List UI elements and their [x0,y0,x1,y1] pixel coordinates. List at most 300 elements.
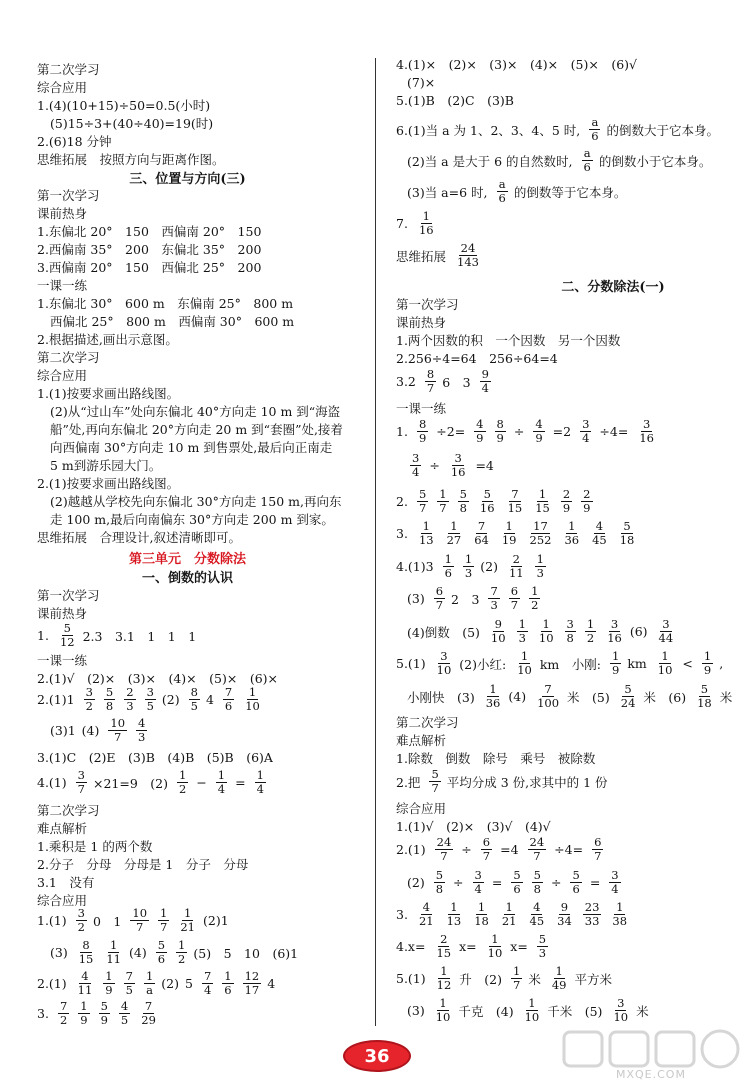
answer-line: 2.(1)√ (2)× (3)× (4)× (5)× (6)× [37,671,278,686]
denominator: 7 [431,781,439,795]
answer-row [396,933,554,960]
numerator: 4 [595,519,604,533]
denominator: 4 [481,381,489,395]
answer-text: = [491,875,503,890]
denominator: 6 [591,129,599,143]
numerator: 24 [436,835,452,849]
numerator: 1 [439,996,447,1010]
heading: 一课一练 [396,401,447,416]
fraction [417,520,436,547]
numerator: 3 [77,768,85,782]
numerator: 12 [244,969,260,983]
denominator: 2 [178,952,186,966]
numerator: 5 [157,938,166,952]
numerator: 7 [59,999,68,1013]
numerator: 24 [529,835,545,849]
answer-row [396,242,487,269]
answer-row [407,452,500,479]
answer-row [396,836,609,863]
denominator: 6 [513,882,521,896]
answer-text: (4) [508,689,527,704]
numerator: 7 [490,584,498,598]
denominator: 10 [435,1010,451,1024]
fraction [583,901,602,928]
numerator: 1 [217,768,226,782]
fraction [417,488,428,515]
denominator: 10 [538,631,554,645]
fraction [216,769,227,796]
numerator: 1 [80,999,88,1013]
numerator: 1 [450,519,458,533]
answer-line: 2.西偏南 35° 200 东偏北 35° 200 [37,242,262,257]
answer-text: 米 [528,971,541,987]
answer-line: (7)× [407,75,436,90]
denominator: a [146,983,154,997]
denominator: 18 [619,533,635,547]
denominator: 19 [501,533,517,547]
numerator: 9 [481,367,489,381]
denominator: 7 [513,978,521,992]
denominator: 7 [136,920,144,934]
numerator: 1 [489,682,497,696]
watermark-url: MXQE.COM [616,1068,686,1081]
heading: 第一次学习 [37,188,100,203]
numerator: 17 [533,519,548,533]
denominator: 45 [529,914,545,928]
denominator: 16 [607,631,622,645]
numerator: 7 [511,487,519,501]
denominator: 16 [639,431,654,445]
fraction [76,907,87,934]
fraction [533,418,544,445]
denominator: 4 [582,431,590,445]
denominator: 3 [464,566,473,580]
answer-text: 2.(1) [396,842,426,857]
denominator: 9 [418,431,427,445]
denominator: 16 [479,501,495,515]
fraction [435,650,454,677]
numerator: 3 [412,451,420,465]
answer-text: 6.(1)当 a 为 1、2、3、4、5 时, [396,122,581,138]
numerator: 6 [510,584,519,598]
denominator: 15 [436,946,452,960]
answer-text: 4.(1)3 [396,559,434,574]
answer-text: − [196,775,207,790]
answer-text: =2 [552,424,572,439]
numerator: 1 [105,969,113,983]
answer-row [50,717,153,744]
numerator: 7 [203,969,212,983]
fraction [511,869,522,896]
fraction [435,836,454,863]
answer-text: 米 (6) [643,689,687,705]
numerator: 2 [512,552,520,566]
denominator: 49 [551,978,567,992]
answer-text: ÷ [453,875,464,890]
fraction [656,650,675,677]
denominator: 9 [476,431,484,445]
numerator: 8 [82,938,90,952]
fraction [528,901,547,928]
answer-text: 3.2 [396,374,416,389]
fraction [136,717,147,744]
denominator: 10 [436,663,452,677]
fraction [489,618,508,645]
numerator: 3 [662,617,670,631]
numerator: 8 [418,417,427,431]
denominator: 3 [126,699,134,713]
denominator: 11 [508,566,524,580]
fraction [417,901,436,928]
answer-text: 2.3 3.1 1 1 1 [82,628,197,644]
answer-text: 5.(1) [396,656,426,671]
denominator: 6 [224,699,233,713]
fraction [562,520,581,547]
numerator: 3 [77,906,85,920]
answer-text: 4 [267,976,276,991]
denominator: 2 [178,782,187,796]
denominator: 7 [77,782,85,796]
numerator: 1 [439,487,447,501]
answer-text: 米 (5) [567,689,610,705]
numerator: 7 [144,999,153,1013]
numerator: 2 [583,487,591,501]
answer-text: 千克 (4) [458,1003,514,1019]
heading: 第二次学习 [37,62,100,77]
answer-row [407,618,681,645]
answer-row [407,869,627,896]
numerator: 1 [256,768,264,782]
fraction [189,686,200,713]
answer-text: 3. [37,1006,49,1021]
denominator: 8 [435,882,444,896]
answer-text: ×21=9 (2) [92,775,168,791]
heading: 课前热身 [37,606,88,621]
fraction [104,939,123,966]
answer-text: ÷2= [436,424,466,439]
numerator: 9 [560,900,569,914]
answer-text: ÷ [461,842,472,857]
numerator: 3 [610,617,619,631]
answer-text: 4.x= [396,939,426,954]
fraction [58,622,77,649]
numerator: 5 [418,487,427,501]
fraction [657,618,676,645]
fraction [474,418,485,445]
denominator: 3 [518,631,526,645]
fraction [455,242,481,269]
answer-line: 走 100 m,最后向南偏东 30°方向走 200 m 到家。 [50,512,334,527]
denominator: 3 [138,730,146,744]
denominator: 16 [450,465,466,479]
numerator: 3 [611,868,619,882]
denominator: 8 [533,882,541,896]
answer-text: 米 [636,1003,649,1019]
numerator: 5 [623,519,631,533]
fraction [243,686,262,713]
denominator: 2 [59,1013,68,1027]
denominator: 10 [487,946,503,960]
answer-row [396,650,729,677]
fraction [458,488,469,515]
answer-line: 思维拓展 按照方向与距离作图。 [37,152,225,167]
numerator: 5 [513,868,521,882]
denominator: 13 [418,533,434,547]
answer-text: 3. [396,907,408,922]
answer-text: 4.(1) [37,775,67,790]
fraction [609,869,620,896]
answer-text: (4)倒数 (5) [407,624,480,640]
numerator: 4 [533,900,541,914]
fraction [484,683,503,710]
answer-row [396,965,618,992]
fraction [618,520,637,547]
answer-line: 1.两个因数的积 一个因数 另一个因数 [396,333,621,348]
answer-text: (4) [129,945,147,960]
numerator: 1 [536,552,544,566]
denominator: 7 [426,381,435,395]
fraction [58,1000,69,1027]
answer-text: (3) [407,1003,425,1018]
answer-row [37,907,235,934]
numerator: 1 [248,685,257,699]
denominator: 11 [77,983,93,997]
denominator: 6 [224,983,232,997]
fraction [535,553,546,580]
denominator: 34 [557,914,572,928]
fraction [144,970,155,997]
numerator: 1 [110,938,118,952]
numerator: 2 [562,487,571,501]
numerator: 1 [531,584,539,598]
fraction [488,585,499,612]
fraction [449,452,468,479]
answer-text: (6) [629,624,648,639]
numerator: 6 [594,835,602,849]
numerator: 1 [505,900,513,914]
answer-text: 的倒数大于它本身。 [606,122,720,138]
numerator: 4 [138,716,146,730]
fraction [523,997,542,1024]
denominator: 7 [114,730,122,744]
denominator: 9 [105,983,113,997]
fraction [533,488,552,515]
answer-text: (2)小红: [459,656,507,672]
denominator: 143 [457,255,479,269]
denominator: 4 [611,882,619,896]
fraction [570,869,581,896]
answer-text: 3. [396,526,408,541]
denominator: 8 [566,631,574,645]
denominator: 10 [517,663,532,677]
fraction [77,939,96,966]
numerator: 5 [538,932,547,946]
denominator: 36 [485,696,501,710]
denominator: 5 [190,699,198,713]
fraction [497,178,508,205]
answer-row [396,901,635,928]
answer-line: 2.(1)按要求画出路线图。 [37,476,180,491]
fraction [517,618,528,645]
denominator: 7 [533,849,541,863]
answer-row [37,1000,164,1027]
denominator: 6 [572,882,580,896]
page-number-badge [343,1040,411,1072]
fraction [528,520,554,547]
numerator: 23 [584,900,600,914]
heading: 课前热身 [37,206,88,221]
numerator: 4 [120,999,129,1013]
numerator: 1 [178,938,186,952]
fraction [434,585,445,612]
fraction [619,683,638,710]
answer-text: 平均分成 3 份,求其中的 1 份 [446,774,608,790]
fraction [590,520,609,547]
numerator: 7 [544,682,552,696]
denominator: 7 [160,920,168,934]
fraction [550,965,569,992]
answer-text: (3) [50,945,68,960]
answer-text: km 小刚: [539,656,601,672]
fraction [580,418,591,445]
denominator: 36 [564,533,580,547]
numerator: 1 [464,552,473,566]
denominator: 45 [592,533,607,547]
numerator: 1 [616,900,624,914]
fraction [509,585,520,612]
numerator: 2 [440,932,448,946]
denominator: 44 [658,631,674,645]
fraction [472,520,491,547]
fraction [156,939,167,966]
numerator: 2 [126,685,134,699]
answer-text: 升 (2) [459,971,502,987]
fraction [463,553,474,580]
fraction [473,869,484,896]
answer-text: 米 [719,689,733,705]
denominator: 2 [586,631,595,645]
numerator: 3 [85,685,93,699]
denominator: 10 [490,631,506,645]
denominator: 2 [531,598,539,612]
numerator: a [498,177,506,191]
answer-text: 1.(1) [37,913,67,928]
numerator: 1 [160,906,168,920]
answer-line: 1.东偏北 20° 150 西偏南 20° 150 [37,224,262,239]
numerator: 5 [459,487,467,501]
denominator: 4 [412,465,420,479]
numerator: 1 [611,649,620,663]
answer-text: (2) [161,692,180,707]
answer-text: 2.把 [396,774,421,790]
fraction [104,686,115,713]
answer-text: x= [510,939,528,954]
numerator: 5 [572,868,580,882]
denominator: 4 [203,983,212,997]
heading: 第二次学习 [37,350,100,365]
fraction [434,869,445,896]
fraction [223,686,234,713]
answer-text: ÷4= [599,424,629,439]
heading: 综合应用 [37,368,88,383]
answer-text: 5 [184,976,193,991]
answer-text: 小刚快 (3) [407,689,475,705]
answer-row [396,418,662,445]
denominator: 10 [657,663,673,677]
denominator: 7 [440,849,448,863]
denominator: 10 [524,1010,540,1024]
heading: 综合应用 [37,80,88,95]
answer-text: =4 [500,842,519,857]
denominator: 5 [125,983,133,997]
numerator: 7 [477,519,486,533]
answer-text: 6 3 [442,374,471,390]
answer-text: = [589,875,601,890]
answer-line: 3.西偏南 20° 150 西偏北 25° 200 [37,260,262,275]
answer-text: x= [459,939,477,954]
numerator: 3 [474,868,482,882]
denominator: 7 [510,598,519,612]
answer-line: 2.分子 分母 分母是 1 分子 分母 [37,857,249,872]
answer-line: 5 m到游乐园大门。 [50,458,162,473]
answer-row [396,488,599,515]
denominator: 24 [620,696,636,710]
denominator: 8 [459,501,467,515]
answer-text: 的倒数等于它本身。 [513,184,627,200]
numerator: 1 [518,617,526,631]
fraction [611,997,630,1024]
answer-row [396,116,725,143]
answer-line: 船”处,再向东偏北 20°方向走 20 m 到“套圈”处,接着 [50,422,343,437]
answer-text: (2)1 [202,913,229,928]
denominator: 21 [501,914,517,928]
denominator: 9 [80,1013,88,1027]
denominator: 17 [244,983,260,997]
answer-text: = [235,775,246,790]
answer-text: 5.(1) [396,971,426,986]
denominator: 6 [498,191,506,205]
fraction [176,939,187,966]
column-divider [375,58,376,1026]
numerator: 3 [440,649,448,663]
answer-text: 7. [396,216,408,231]
numerator: a [583,146,591,160]
denominator: 7 [439,501,447,515]
numerator: 6 [482,835,491,849]
denominator: 15 [535,501,550,515]
fraction [537,618,556,645]
fraction [445,520,464,547]
section-title: 一、倒数的认识 [141,571,233,586]
answer-row [407,147,717,174]
answer-row [37,622,202,649]
fraction [637,418,656,445]
answer-text: , [719,656,724,671]
numerator: 1 [440,964,448,978]
denominator: 12 [436,978,452,992]
fraction [435,965,454,992]
fraction [507,553,526,580]
denominator: 33 [584,914,600,928]
answer-text: (2) [480,559,498,574]
numerator: 5 [431,767,439,781]
answer-text: =4 [475,458,494,473]
numerator: 4 [422,900,430,914]
denominator: 64 [474,533,489,547]
fraction [417,418,428,445]
answer-row [396,368,497,395]
numerator: 1 [528,996,536,1010]
